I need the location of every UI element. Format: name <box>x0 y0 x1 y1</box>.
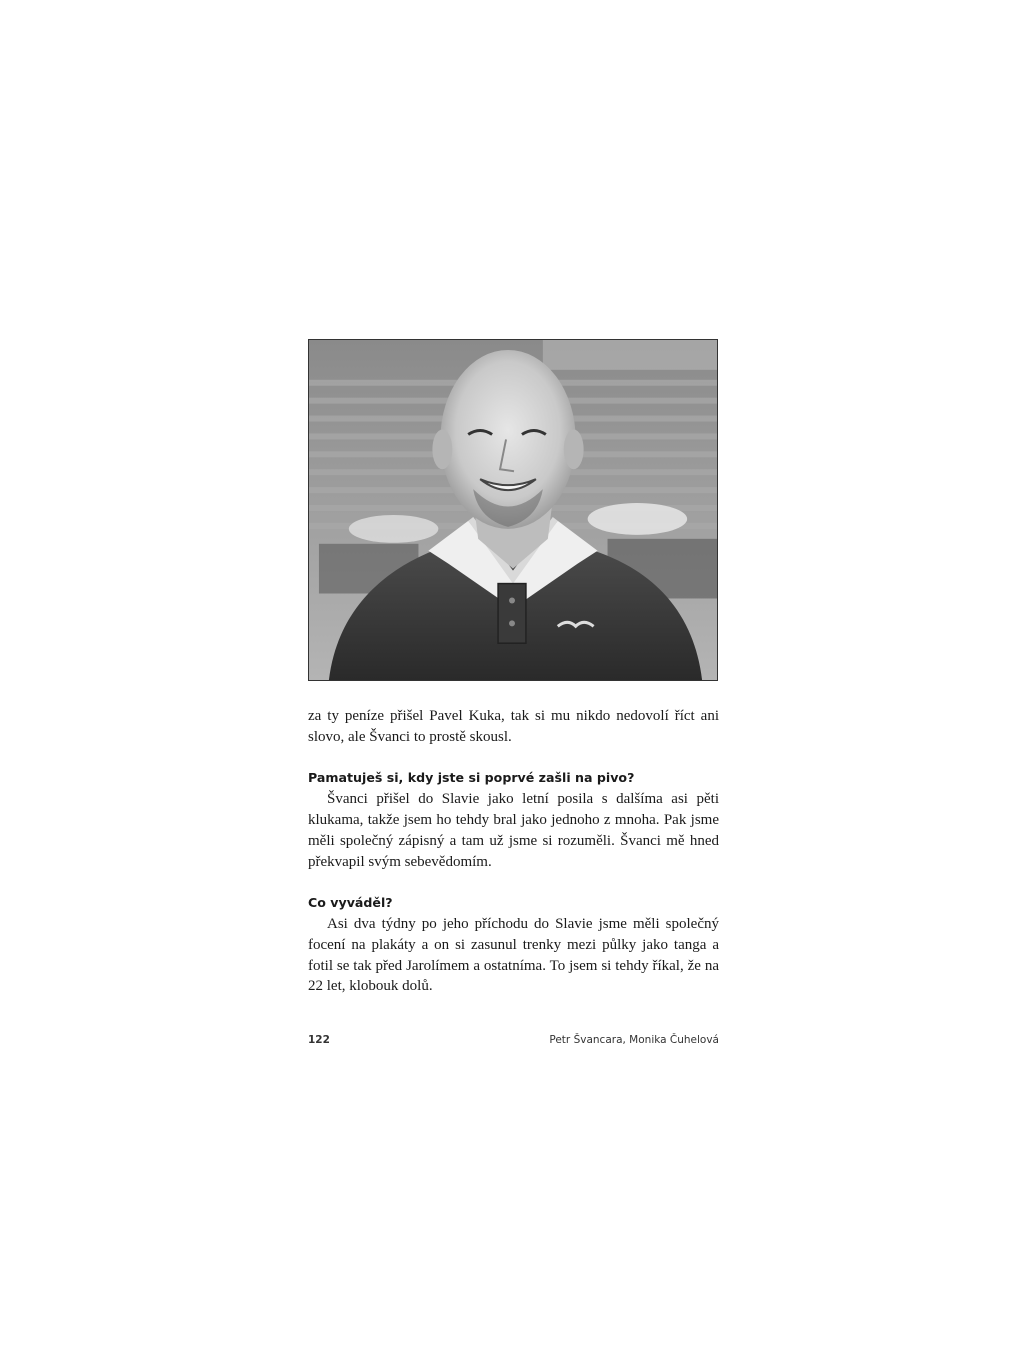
paragraph-continuation: za ty peníze přišel Pavel Kuka, tak si mu nikdo nedovolí říct ani slovo, ale Švanci to prostě skousl. <box>308 708 719 745</box>
body-text <box>308 706 719 997</box>
footer-authors: Petr Švancara, Monika Čuhelová <box>549 1034 719 1046</box>
question-2: Co vyváděl? <box>308 895 393 911</box>
page-number: 122 <box>308 1034 330 1046</box>
question-1: Pamatuješ si, kdy jste si poprvé zašli na pivo? <box>308 770 635 786</box>
portrait-illustration <box>309 340 717 680</box>
portrait-photo <box>308 339 718 681</box>
answer-2: Asi dva týdny po jeho příchodu do Slavie jsme měli společný focení na plakáty a on si zasunul trenky mezi půlky jako tanga a fotil se tak před Jarolímem a ostatníma. To jsem si tehdy říkal, že na 22 let, klobouk dolů. <box>308 915 719 995</box>
answer-1: Švanci přišel do Slavie jako letní posila s dalšíma asi pěti klukama, takže jsem ho tehdy bral jako jednoho z mnoha. Pak jsme měli společný zápisný a tam už jsme si rozuměli. Švanci mě hned překvapil svým sebevědomím. <box>308 791 719 870</box>
